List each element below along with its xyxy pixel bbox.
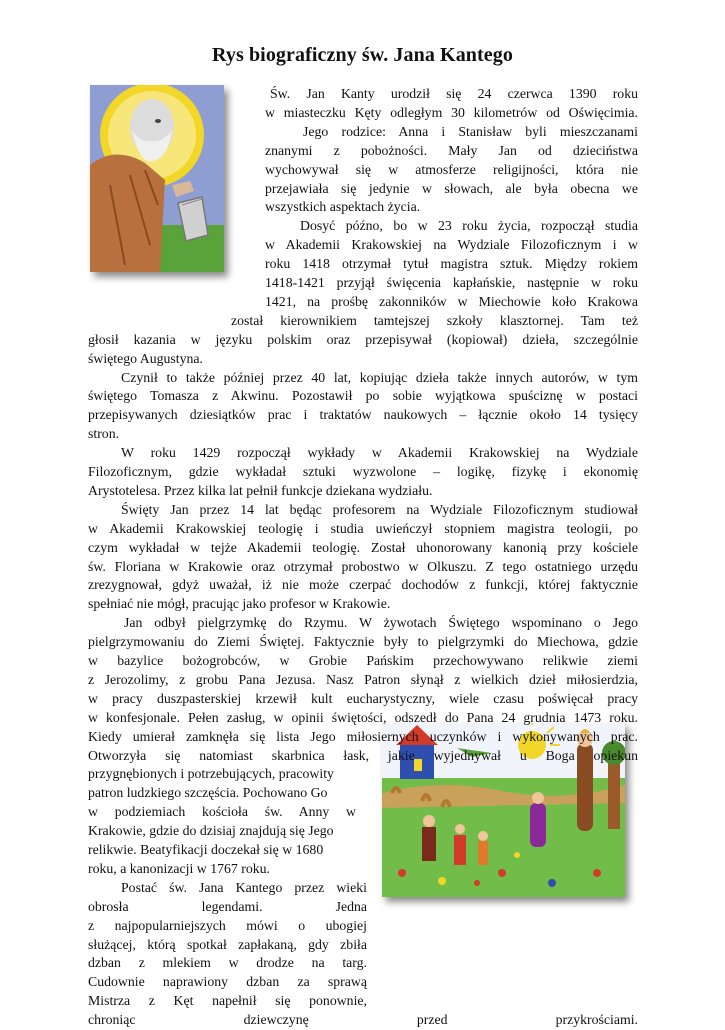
text-line: Jego rodzice: Anna i Stanisław byli mieszczanami [303,123,638,139]
text-line: Dosyć późno, bo w 23 roku życia, rozpoczął studia [300,218,638,234]
text-line: zrezygnował, gdyż uważał, iż nie może czerpać dochodów z funkcji, której faktycznie [88,577,638,593]
page-title: Rys biograficzny św. Jana Kantego [212,44,513,66]
text-line: Mistrza z Kęt napełnił się ponownie, [88,993,367,1009]
text-line: spełniać nie mógł, pracując jako profesor w Krakowie. [88,596,391,612]
text-line: w bazylice bożogrobców, w Grobie Pańskim przechowywano relikwie ziemi [88,653,638,668]
text-line: służącej, którą spotkał zapłakaną, gdy zbiła [88,936,367,952]
text-line: stron. [88,426,120,442]
text-line: Kiedy umierał zamknęła się lista Jego miłosiernych uczynków i wykonywanych prac. [88,728,638,744]
text-line: W roku 1429 rozpoczął wykłady w Akademii Krakowskiej na Wydziale [121,445,638,461]
text-line: z najpopularniejszych mówi o ubogiej [88,917,367,933]
text-line: z Jerozolimy, z grobu Pana Jezusa. Nasz Patron słynął z wielkich dzieł miłosierdzia, [88,671,638,687]
text-line: wychowywał się w atmosferze religijności, która nie [265,161,638,177]
text-line: Cudownie naprawiony dzban za sprawą [88,974,367,990]
text-line: w konfesjonale. Pełen zasług, w opinii świętości, odszedł do Pana 24 grudnia 1473 roku. [88,709,638,725]
text-line: Jan odbył pielgrzymkę do Rzymu. W żywotach Świętego wspominano o Jego [124,615,638,631]
text-line: świętego Tomasza z Akwinu. Pozostawił po sobie wyjątkowa spuściznę w postaci [88,388,638,404]
text-line: znanymi z pobożności. Mały Jan od dzieciństwa [265,142,638,158]
text-line: patron ludzkiego szczęścia. Pochowano Go [88,785,328,801]
text-line: Święty Jan przez 14 lat będąc profesorem na Wydziale Filozoficznym studiował [121,501,638,517]
text-line: w Akademii Krakowskiej teologię i studia uwieńczył stopniem magistra teologii, po [88,520,638,536]
text-line: w pracy duszpasterskiej krzewił kult eucharystyczny, wiele czasu poświęcał pracy [88,690,638,706]
text-line: w miasteczku Kęty odległym 30 kilometrów od Oświęcimia. [265,104,638,120]
text-line: został kierownikiem tamtejszej szkoły klasztornej. Tam też [231,312,638,328]
text-line: w Akademii Krakowskiej na Wydziale Filozoficznym i w [265,237,638,253]
text-line: Czynił to także później przez 40 lat, kopiując dzieła także innych autorów, w tym [121,369,638,385]
text-line: wszystkich aspektach życia. [265,199,421,215]
text-line: relikwie. Beatyfikacji doczekał się w 1680 [88,842,324,857]
text-line: przepisywanych dziesiątków prac i traktatów naukowych – łącznie około 14 tysięcy [88,407,638,423]
text-line: roku 1418 otrzymał tytuł magistra sztuk. Między rokiem [265,256,638,272]
text-line: św. Floriana w Krakowie oraz otrzymał probostwo w Olkuszu. Z tego ostatniego urzędu [88,558,638,574]
text-line: 1418-1421 przyjął święcenia kapłańskie, następnie w roku [265,275,638,290]
text-line: głosił kazania w języku polskim oraz przepisywał (kopiował) dzieła, szczególnie [88,331,638,347]
text-line: Krakowie, gdzie do dzisiaj znajdują się Jego [88,823,334,839]
text-line: Arystotelesa. Przez kilka lat pełnił funkcje dziekana wydziału. [88,482,433,498]
text-line: Otworzyła się natomiast skarbnica łask, jakie wyjednywał u Boga opiekun [88,747,638,763]
text-line: w podziemiach kościoła św. Anny w [88,804,356,820]
text-line: pielgrzymowaniu do Ziemi Świętej. Faktycznie były to pielgrzymki do Miechowa, gdzie [88,634,638,650]
saint-portrait-drawing [90,85,224,272]
text-line: przejawiała się jedynie w słowach, ale była obecna we [265,180,638,196]
text-line: Św. Jan Kanty urodził się 24 czerwca 1390 roku [270,86,638,101]
text-line: przygnębionych i potrzebujących, pracowity [88,766,334,782]
text-line: Postać św. Jana Kantego przez wieki [121,879,367,895]
text-line: roku, a kanonizacji w 1767 roku. [88,860,270,876]
text-line: Filozoficznym, gdzie wykładał sztuki wyzwolone – logikę, fizykę i ekonomię [88,464,638,479]
text-line: 1421, na prośbę zakonników w Miechowie koło Krakowa [265,293,638,309]
text-line: świętego Augustyna. [88,350,203,366]
text-line: dzban z mlekiem w drodze na targ. [88,955,367,971]
text-line: chroniąc dziewczynę przed przykrościami. [88,1012,638,1028]
text-line: obrosła legendami. Jedna [88,898,367,914]
text-line: czym wykładał w tejże Akademii teologię. Został uhonorowany kanonią przy kościele [88,539,638,555]
